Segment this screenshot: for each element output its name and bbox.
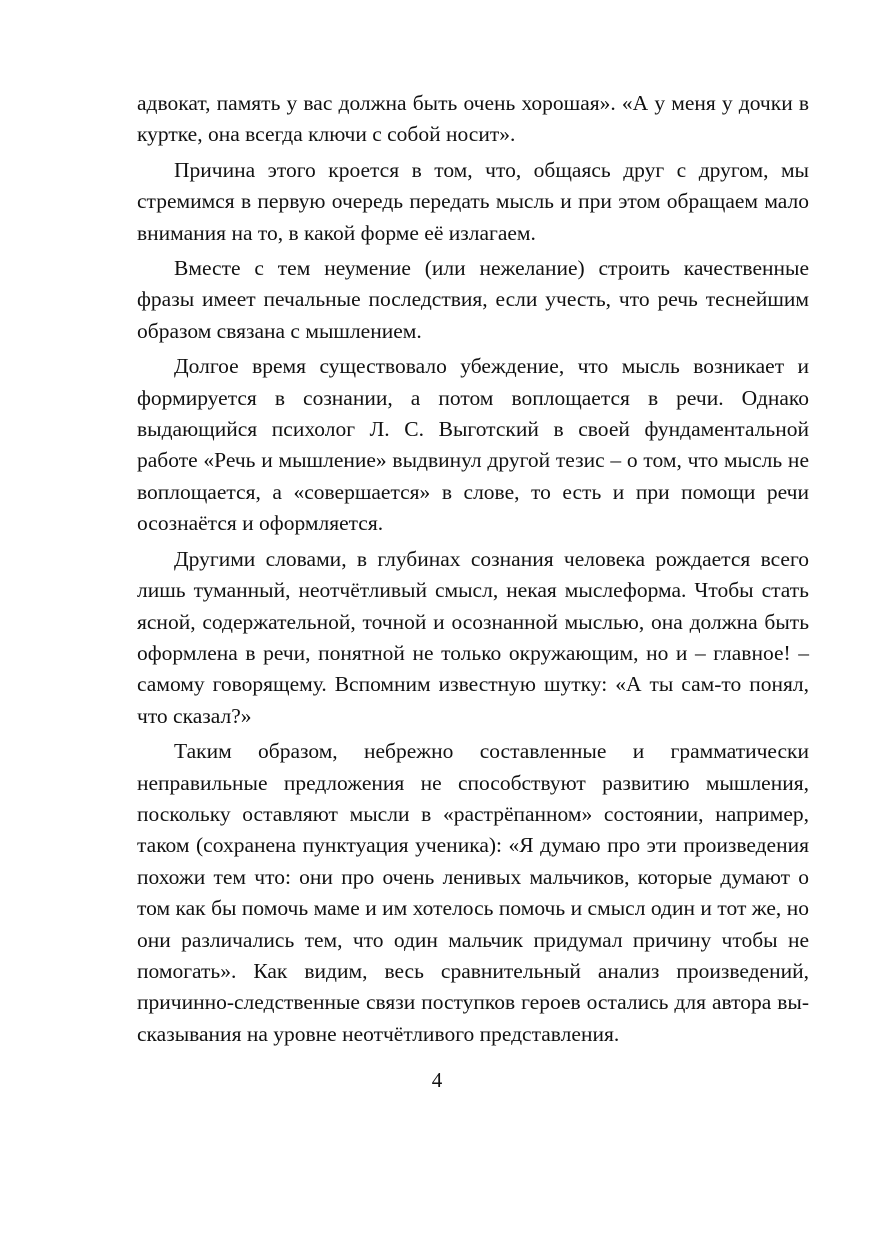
paragraph-3: Вместе с тем неумение (или нежелание) строить качественные фразы имеет печальные последствия, если учесть, что речь теснейшим образом связана с мышлением. [137,256,809,343]
paragraph-2: Причина этого кроется в том, что, общаясь друг с другом, мы стремимся в первую очередь передать мысль и при этом обращаем мало внимания на то, в какой форме её излагаем. [137,157,809,245]
paragraph-1: адвокат, память у вас должна быть очень хорошая». «А у меня у дочки в куртке, она всегда ключи с собой носит». [137,91,809,147]
page-number: 4 [431,1068,443,1092]
paragraph-6: Таким образом, небрежно составленные и грамматически неправильные предложения не способствуют развитию мышления, поскольку оставляют мысли в «растрёпанном» состоянии, например, таком (сохранена пунктуация ученика): «Я думаю про эти произведения похожи тем что: они про очень ленивых мальчиков, которые думают о том как бы помочь маме и им хотелось помочь и смысл один и тот же, но они различались тем, что один мальчик придумал причину чтобы не помогать». Как видим, весь сравнительный анализ произведений, причинно-следственные связи поступков героев остались для автора высказывания на уровне неотчётливого представления. [137,739,809,1046]
page-body [137,88,809,1054]
paragraph-4: Долгое время существовало убеждение, что мысль возникает и формируется в сознании, а потом воплощается в речи. Однако выдающийся психолог Л. С. Выготский в своей фундаментальной работе «Речь и мышление» выдвинул другой тезис – о том, что мысль не воплощается, а «совершается» в слове, то есть и при помощи речи осознаётся и оформляется. [137,354,809,536]
paragraph-5: Другими словами, в глубинах сознания человека рождается всего лишь туманный, неотчётливый смысл, некая мыслеформа. Чтобы стать ясной, содержательной, точной и осознанной мыслью, она должна быть оформлена в речи, понятной не только окружающим, но и – главное! – самому говорящему. Вспомним известную шутку: «А ты сам-то понял, что сказал?» [137,546,809,728]
